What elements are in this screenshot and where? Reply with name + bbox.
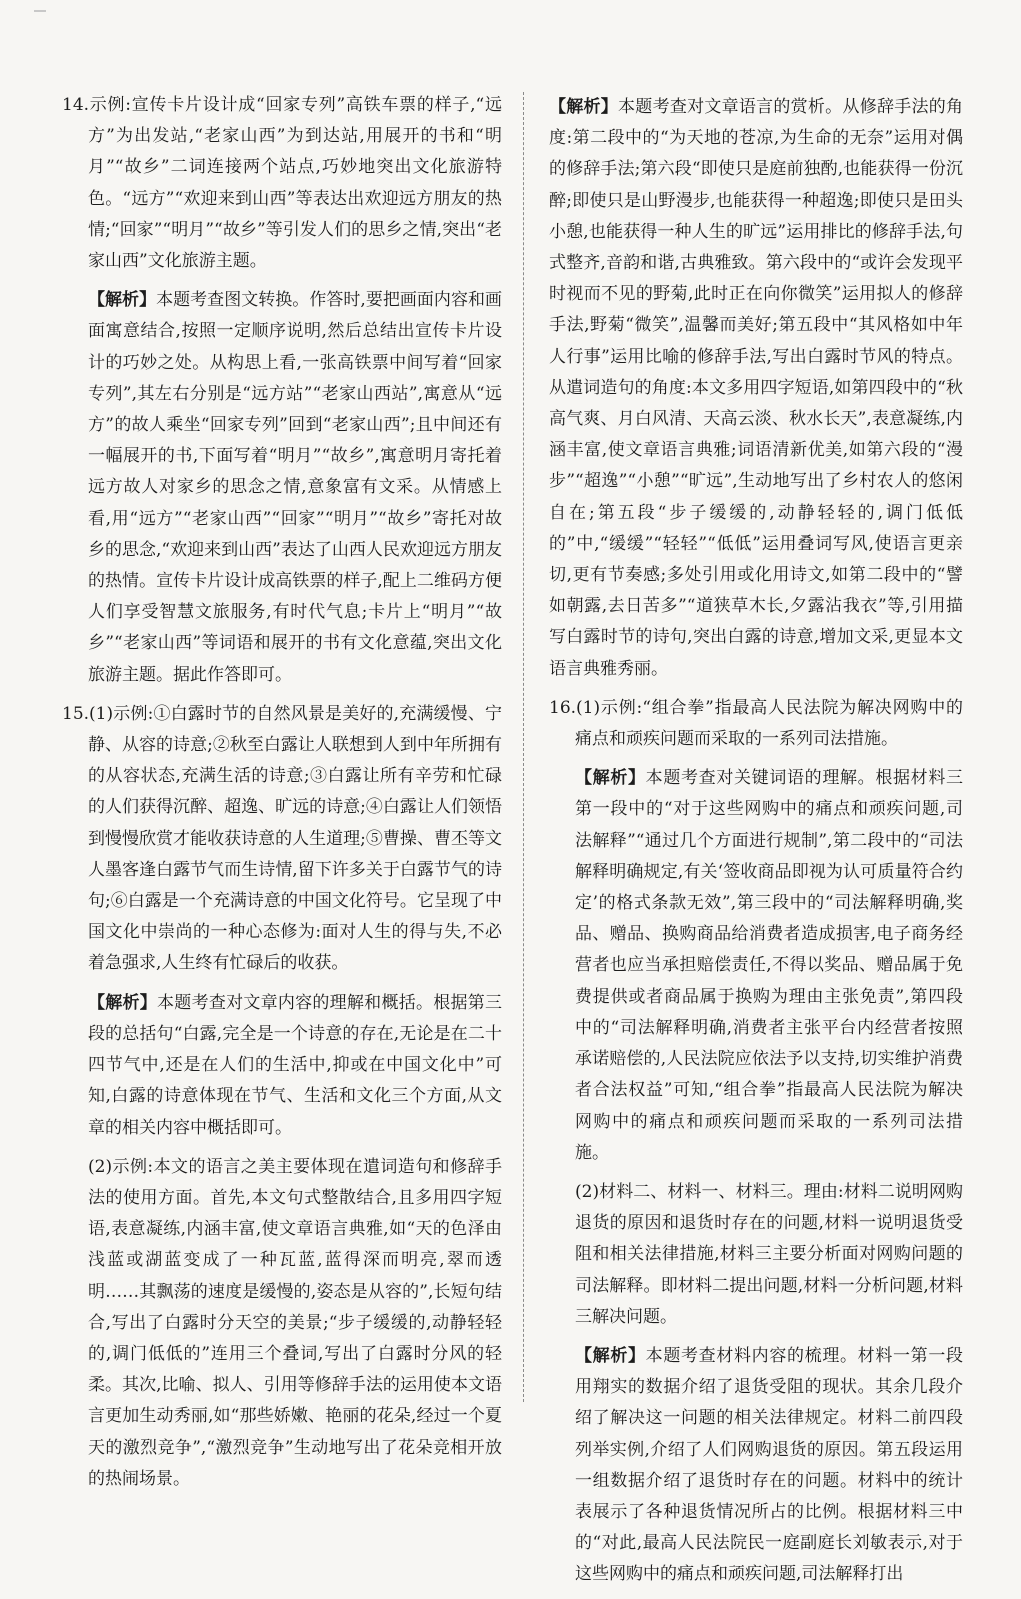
corner-mark [34,10,46,12]
column-divider [523,92,524,1402]
q15-analysis-2-tag: 【解析】 [549,97,619,117]
q16-analysis-2-tag: 【解析】 [575,1345,646,1366]
q16-number: 16. [549,697,577,718]
q15-answer-2 [62,1152,502,1495]
q15-analysis-1 [62,988,502,1144]
q15-answer-1-text: (1)示例:①白露时节的自然风景是美好的,充满缓慢、宁静、从容的诗意;②秋至白露让人联想到人到中年所拥有的从容状态,充满生活的诗意;③白露让所有辛劳和忙碌的人们获得沉醉、超逸、旷远的诗意;④白露让人们领悟到慢慢欣赏才能收获诗意的人生道理;⑤曹操、曹丕等文人墨客逢白露节气而生诗情,留下许多关于白露节气的诗句;⑥白露是一个充满诗意的中国文化符号。它呈现了中国文化中崇尚的一种心态修为:面对人生的得与失,不必着急强求,人生终有忙碌后的收获。 [88,703,502,974]
q16-answer-2-text: (2)材料二、材料一、材料三。理由:材料二说明网购退货的原因和退货时存在的问题,材料一说明退货受阻和相关法律措施,材料三主要分析面对网购问题的司法解释。即材料二提出问题,材料一分析问题,材料三解决问题。 [575,1181,963,1327]
q16-answer-2 [549,1177,963,1333]
q16-analysis-1 [549,763,963,1169]
q14-analysis-text: 本题考查图文转换。作答时,要把画面内容和画面寓意结合,按照一定顺序说明,然后总结出宣传卡片设计的巧妙之处。从构思上看,一张高铁票中间写着“回家专列”,其左右分别是“远方站”“老家山西站”,寓意从“远方”的故人乘坐“回家专列”回到“老家山西”;且中间还有一幅展开的书,下面写着“明月”“故乡”,寓意明月寄托着远方故人对家乡的思念之情,意象富有文采。从情感上看,用“远方”“老家山西”“回家”“明月”“故乡”寄托对故乡的思念,“欢迎来到山西”表达了山西人民欢迎远方朋友的热情。宣传卡片设计成高铁票的样子,配上二维码方便人们享受智慧文旅服务,有时代气息;卡片上“明月”“故乡”“老家山西”等词语和展开的书有文化意蕴,突出文化旅游主题。据此作答即可。 [88,290,503,685]
q14-analysis [62,285,502,691]
q15-number: 15. [62,703,90,724]
q14-number: 14. [62,95,90,115]
q14-answer [62,90,502,277]
q16-analysis-2 [549,1341,963,1591]
q15-answer-2-text: (2)示例:本文的语言之美主要体现在遣词造句和修辞手法的使用方面。首先,本文句式整散结合,且多用四字短语,表意凝练,内涵丰富,使文章语言典雅,如“天的色泽由浅蓝或湖蓝变成了一种瓦蓝,蓝得深而明亮,翠而透明……其飘荡的速度是缓慢的,姿态是从容的”,长短句结合,写出了白露时分天空的美景;“步子缓缓的,动静轻轻的,调门低低的”连用三个叠词,写出了白露时分风的轻柔。其次,比喻、拟人、引用等修辞手法的运用使本文语言更加生动秀丽,如“那些娇嫩、艳丽的花朵,经过一个夏天的激烈竞争”,“激烈竞争”生动地写出了花朵竞相开放的热闹场景。 [88,1156,502,1489]
right-column [549,92,963,1599]
left-column [62,90,502,1503]
q16-answer-1-text: (1)示例:“组合拳”指最高人民法院为解决网购中的痛点和顽疾问题而采取的一系列司法措施。 [575,697,963,750]
q15-analysis-2-text: 本题考查对文章语言的赏析。从修辞手法的角度:第二段中的“为天地的苍凉,为生命的无奈”运用对偶的修辞手法;第六段“即使只是庭前独酌,也能获得一份沉醉;即使只是山野漫步,也能获得一种超逸;即使只是田头小憩,也能获得一种人生的旷远”运用排比的修辞手法,句式整齐,音韵和谐,古典雅致。第六段中的“或许会发现平时视而不见的野菊,此时正在向你微笑”运用拟人的修辞手法,野菊“微笑”,温馨而美好;第五段中“其风格如中年人行事”运用比喻的修辞手法,写出白露时节风的特点。从遣词造句的角度:本文多用四字短语,如第四段中的“秋高气爽、月白风清、天高云淡、秋水长天”,表意凝练,内涵丰富,使文章语言典雅;词语清新优美,如第六段的“漫步”“超逸”“小憩”“旷远”,生动地写出了乡村农人的悠闲自在;第五段“步子缓缓的,动静轻轻的,调门低低的”中,“缓缓”“轻轻”“低低”运用叠词写风,使语言更亲切,更有节奏感;多处引用或化用诗文,如第二段中的“譬如朝露,去日苦多”“道狭草木长,夕露沾我衣”等,引用描写白露时节的诗句,突出白露的诗意,增加文采,更显本文语言典雅秀丽。 [549,97,964,679]
q15-analysis-2 [549,92,963,685]
q15-analysis-1-text: 本题考查对文章内容的理解和概括。根据第三段的总括句“白露,完全是一个诗意的存在,无论是在二十四节气中,还是在人们的生活中,抑或在中国文化中”可知,白露的诗意体现在节气、生活和文化三个方面,从文章的相关内容中概括即可。 [88,992,503,1138]
q16-analysis-2-text: 本题考查材料内容的梳理。材料一第一段用翔实的数据介绍了退货受阻的现状。其余几段介绍了解决这一问题的相关法律规定。材料二前四段列举实例,介绍了人们网购退货的原因。第五段运用一组数据介绍了退货时存在的问题。材料中的统计表展示了各种退货情况所占的比例。根据材料三中的“对此,最高人民法院民一庭副庭长刘敏表示,对于这些网购中的痛点和顽疾问题,司法解释打出 [575,1345,964,1585]
q16-analysis-1-text: 本题考查对关键词语的理解。根据材料三第一段中的“对于这些网购中的痛点和顽疾问题,司法解释”“通过几个方面进行规制”,第二段中的“司法解释明确规定,有关‘签收商品即视为认可质量符合约定’的格式条款无效”,第三段中的“司法解释明确,奖品、赠品、换购商品给消费者造成损害,电子商务经营者也应当承担赔偿责任,不得以奖品、赠品属于免费提供或者商品属于换购为理由主张免责”,第四段中的“司法解释明确,消费者主张平台内经营者按照承诺赔偿的,人民法院应依法予以支持,切实维护消费者合法权益”可知,“组合拳”指最高人民法院为解决网购中的痛点和顽疾问题而采取的一系列司法措施。 [575,768,964,1163]
q16-analysis-1-tag: 【解析】 [575,768,646,789]
q16-answer-1 [549,693,963,755]
q15-analysis-1-tag: 【解析】 [88,992,158,1013]
q15-answer-1 [62,699,502,980]
q14-answer-text: 示例:宣传卡片设计成“回家专列”高铁车票的样子,“远方”为出发站,“老家山西”为到达站,用展开的书和“明月”“故乡”二词连接两个站点,巧妙地突出文化旅游特色。“远方”“欢迎来到山西”等表达出欢迎远方朋友的热情;“回家”“明月”“故乡”等引发人们的思乡之情,突出“老家山西”文化旅游主题。 [88,95,502,272]
q14-analysis-tag: 【解析】 [88,290,157,311]
